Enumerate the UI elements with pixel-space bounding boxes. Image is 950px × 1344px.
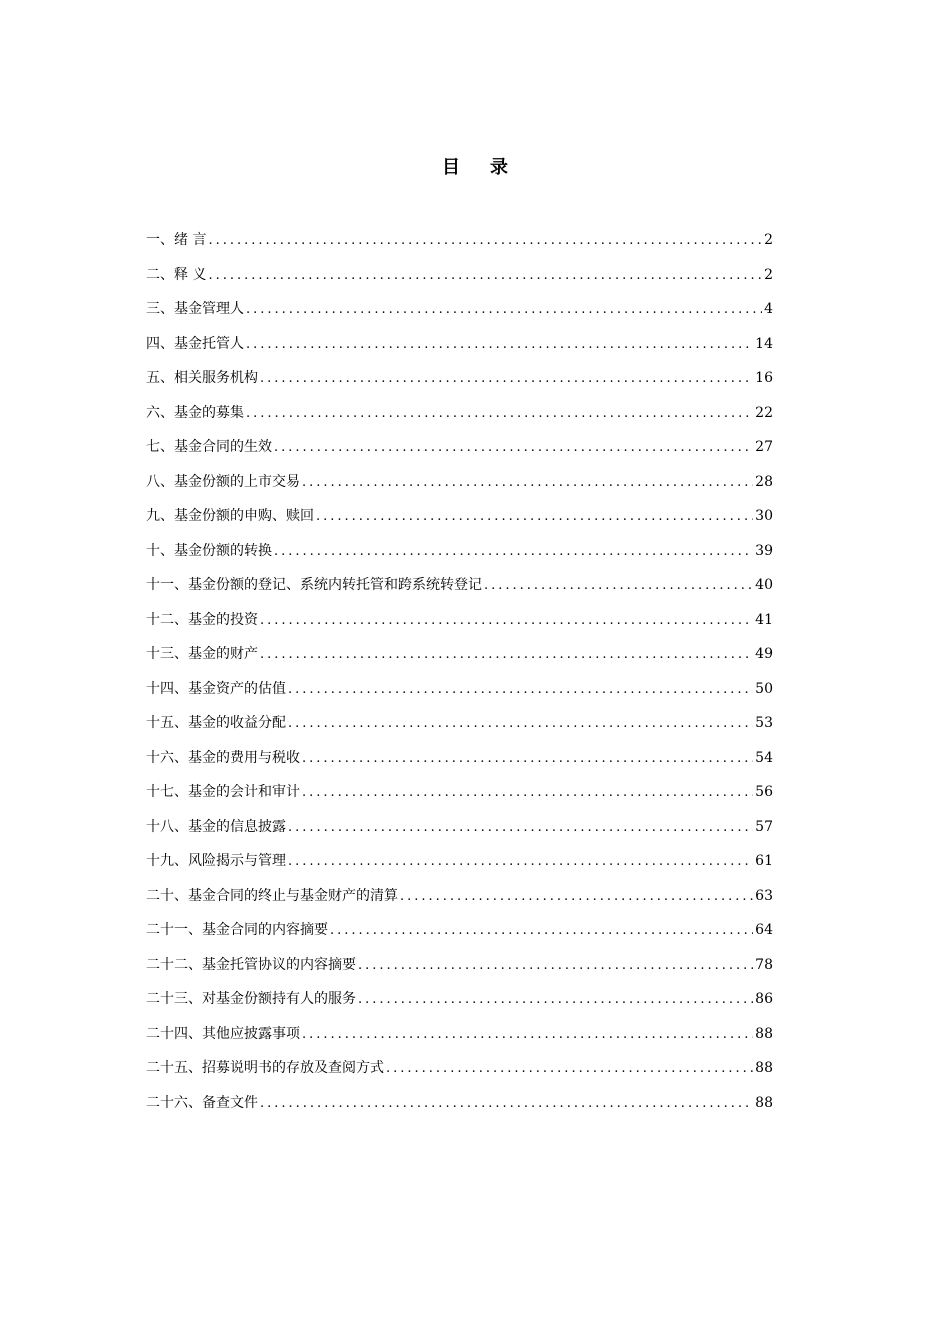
- toc-item[interactable]: [146, 1023, 773, 1058]
- toc-leader-dots: [274, 437, 753, 459]
- toc-item-label: 七、基金合同的生效: [146, 439, 272, 455]
- toc-item-page: 61: [755, 853, 773, 869]
- toc-item-page: 64: [755, 922, 773, 938]
- toc-item-label: 九、基金份额的申购、赎回: [146, 508, 314, 524]
- toc-item-label: 十七、基金的会计和审计: [146, 784, 300, 800]
- toc-item-page: 53: [755, 715, 773, 731]
- toc-leader-dots: [358, 989, 753, 1011]
- toc-leader-dots: [302, 472, 753, 494]
- toc-item[interactable]: [146, 471, 773, 506]
- toc-item-label: 二十三、对基金份额持有人的服务: [146, 991, 356, 1007]
- toc-item-label: 十四、基金资产的估值: [146, 680, 286, 697]
- toc-item-page: 50: [755, 680, 773, 697]
- toc-leader-dots: [260, 644, 753, 666]
- toc-leader-dots: [288, 679, 753, 701]
- toc-leader-dots: [316, 506, 753, 528]
- toc-leader-dots: [246, 334, 753, 356]
- toc-item-label: 二、释 义: [146, 266, 207, 283]
- table-of-contents: [146, 229, 773, 1126]
- toc-leader-dots: [302, 782, 753, 804]
- toc-item-label: 十、基金份额的转换: [146, 542, 272, 559]
- toc-item-label: 八、基金份额的上市交易: [146, 473, 300, 490]
- toc-leader-dots: [302, 1024, 753, 1046]
- toc-leader-dots: [260, 1093, 753, 1115]
- toc-item[interactable]: [146, 1092, 773, 1127]
- toc-item-page: 56: [755, 784, 773, 800]
- toc-item-page: 4: [764, 301, 773, 317]
- toc-item[interactable]: [146, 367, 773, 402]
- toc-item-label: 十九、风险揭示与管理: [146, 853, 286, 869]
- toc-item-page: 27: [755, 439, 773, 455]
- toc-leader-dots: [260, 610, 753, 632]
- toc-leader-dots: [400, 886, 753, 908]
- toc-item[interactable]: [146, 540, 773, 575]
- toc-leader-dots: [288, 851, 753, 873]
- toc-item-page: 88: [755, 1025, 773, 1042]
- toc-item[interactable]: [146, 712, 773, 747]
- toc-item-page: 30: [755, 508, 773, 524]
- toc-item-label: 十三、基金的财产: [146, 646, 258, 662]
- toc-item-page: 86: [755, 991, 773, 1007]
- toc-leader-dots: [288, 713, 753, 735]
- toc-item-page: 54: [755, 749, 773, 766]
- toc-item-label: 二十六、备查文件: [146, 1094, 258, 1111]
- toc-item[interactable]: [146, 885, 773, 920]
- toc-item-page: 2: [764, 266, 773, 283]
- toc-leader-dots: [386, 1058, 753, 1080]
- toc-leader-dots: [246, 403, 753, 425]
- toc-item[interactable]: [146, 402, 773, 437]
- toc-item-label: 十六、基金的费用与税收: [146, 749, 300, 766]
- toc-item-label: 六、基金的募集: [146, 404, 244, 421]
- toc-item-page: 2: [764, 232, 773, 248]
- toc-leader-dots: [288, 817, 753, 839]
- toc-item[interactable]: [146, 781, 773, 816]
- toc-item-label: 一、绪 言: [146, 232, 207, 248]
- toc-item-label: 二十一、基金合同的内容摘要: [146, 922, 328, 938]
- toc-item-label: 十一、基金份额的登记、系统内转托管和跨系统转登记: [146, 577, 482, 593]
- toc-item[interactable]: [146, 919, 773, 954]
- toc-item-label: 二十四、其他应披露事项: [146, 1025, 300, 1042]
- toc-item[interactable]: [146, 643, 773, 678]
- toc-item[interactable]: [146, 747, 773, 782]
- toc-item-label: 五、相关服务机构: [146, 370, 258, 386]
- toc-item[interactable]: [146, 229, 773, 264]
- toc-item-page: 40: [755, 577, 773, 593]
- toc-item[interactable]: [146, 333, 773, 368]
- toc-item[interactable]: [146, 264, 773, 299]
- toc-item-page: 78: [755, 956, 773, 973]
- toc-item-page: 14: [755, 335, 773, 352]
- toc-item[interactable]: [146, 954, 773, 989]
- toc-item[interactable]: [146, 298, 773, 333]
- toc-item-page: 39: [755, 542, 773, 559]
- toc-item[interactable]: [146, 678, 773, 713]
- toc-item-page: 63: [755, 887, 773, 904]
- toc-item[interactable]: [146, 850, 773, 885]
- toc-leader-dots: [484, 575, 753, 597]
- toc-item[interactable]: [146, 609, 773, 644]
- toc-leader-dots: [246, 299, 762, 321]
- toc-item[interactable]: [146, 816, 773, 851]
- page-title: 目录: [442, 157, 538, 178]
- toc-item-page: 49: [755, 646, 773, 662]
- toc-item-label: 四、基金托管人: [146, 335, 244, 352]
- toc-item-label: 十二、基金的投资: [146, 611, 258, 628]
- toc-leader-dots: [302, 748, 753, 770]
- toc-item-label: 二十、基金合同的终止与基金财产的清算: [146, 887, 398, 904]
- toc-item-label: 三、基金管理人: [146, 301, 244, 317]
- toc-item-label: 二十二、基金托管协议的内容摘要: [146, 956, 356, 973]
- toc-leader-dots: [260, 368, 753, 390]
- toc-item-label: 二十五、招募说明书的存放及查阅方式: [146, 1060, 384, 1076]
- toc-item-label: 十八、基金的信息披露: [146, 818, 286, 835]
- toc-item-page: 28: [755, 473, 773, 490]
- toc-item[interactable]: [146, 1057, 773, 1092]
- toc-item-page: 41: [755, 611, 773, 628]
- toc-item[interactable]: [146, 436, 773, 471]
- toc-item[interactable]: [146, 505, 773, 540]
- toc-leader-dots: [330, 920, 753, 942]
- toc-leader-dots: [358, 955, 753, 977]
- toc-item-page: 57: [755, 818, 773, 835]
- toc-leader-dots: [208, 230, 762, 252]
- toc-item-page: 88: [755, 1094, 773, 1111]
- toc-item[interactable]: [146, 574, 773, 609]
- toc-leader-dots: [208, 265, 762, 287]
- toc-item-page: 22: [755, 404, 773, 421]
- toc-leader-dots: [274, 541, 753, 563]
- toc-item-page: 88: [755, 1060, 773, 1076]
- toc-item[interactable]: [146, 988, 773, 1023]
- toc-item-label: 十五、基金的收益分配: [146, 715, 286, 731]
- toc-item-page: 16: [755, 370, 773, 386]
